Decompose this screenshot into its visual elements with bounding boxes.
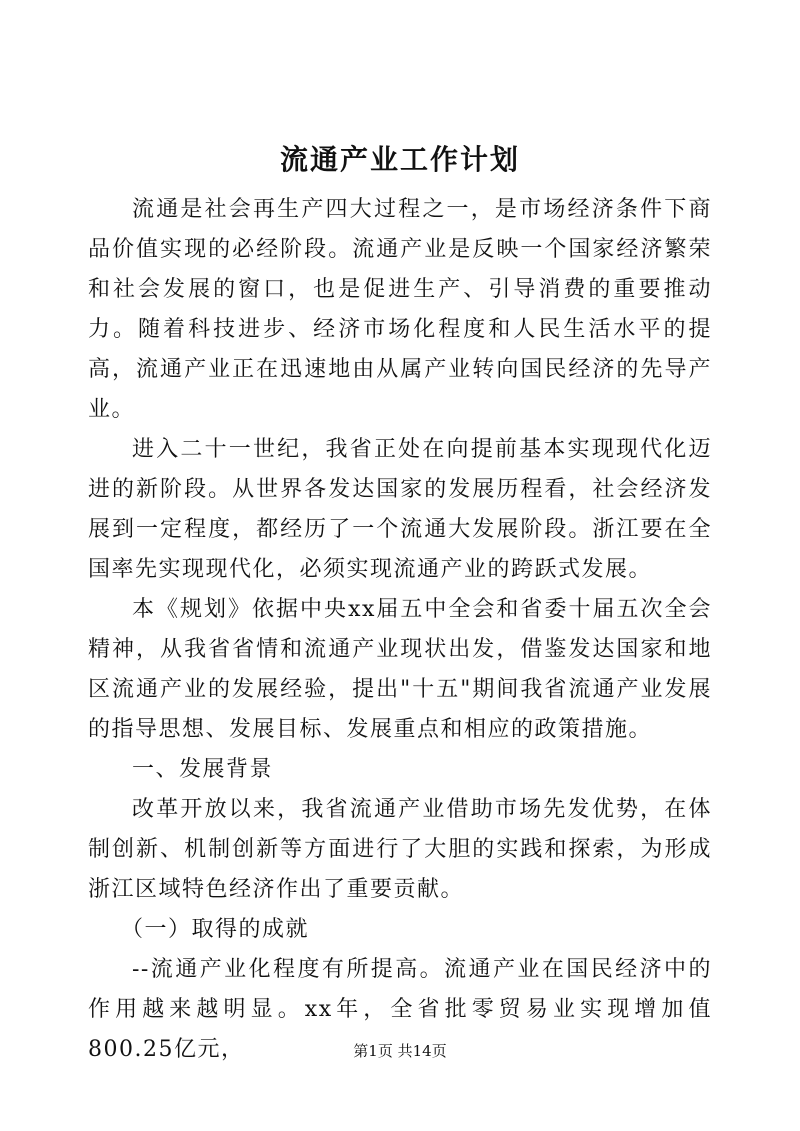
paragraph-intro: 流通是社会再生产四大过程之一，是市场经济条件下商品价值实现的必经阶段。流通产业是反映一个国家经济繁荣和社会发展的窗口，也是促进生产、引导消费的重要推动力。随着科技进步、经济市场化程度和人民生活水平的提高，流通产业正在迅速地由从属产业转向国民经济的先导产业。 [88,197,712,422]
paragraph-plan-basis: 本《规划》依据中央xx届五中全会和省委十届五次全会精神，从我省省情和流通产业现状出发，借鉴发达国家和地区流通产业的发展经验，提出"十五"期间我省流通产业发展的指导思想、发展目标、发展重点和相应的政策措施。 [88,597,712,742]
paragraph-reform: 改革开放以来，我省流通产业借助市场先发优势，在体制创新、机制创新等方面进行了大胆的实践和探索，为形成浙江区域特色经济作出了重要贡献。 [88,797,712,902]
section-heading-background: 一、发展背景 [132,757,274,782]
paragraph-industrialization: --流通产业化程度有所提高。流通产业在国民经济中的作用越来越明显。xx年，全省批零贸易业实现增加值800.25亿元， [88,957,712,1062]
paragraph-new-century: 进入二十一世纪，我省正处在向提前基本实现现代化迈进的新阶段。从世界各发达国家的发展历程看，社会经济发展到一定程度，都经历了一个流通大发展阶段。浙江要在全国率先实现现代化，必须实现流通产业的跨跃式发展。 [88,437,712,582]
document-title: 流通产业工作计划 [279,143,520,176]
subsection-heading-achievements: （一）取得的成就 [121,917,310,942]
page-number-footer: 第1页 共14页 [353,1042,447,1060]
document-body [88,190,712,1070]
